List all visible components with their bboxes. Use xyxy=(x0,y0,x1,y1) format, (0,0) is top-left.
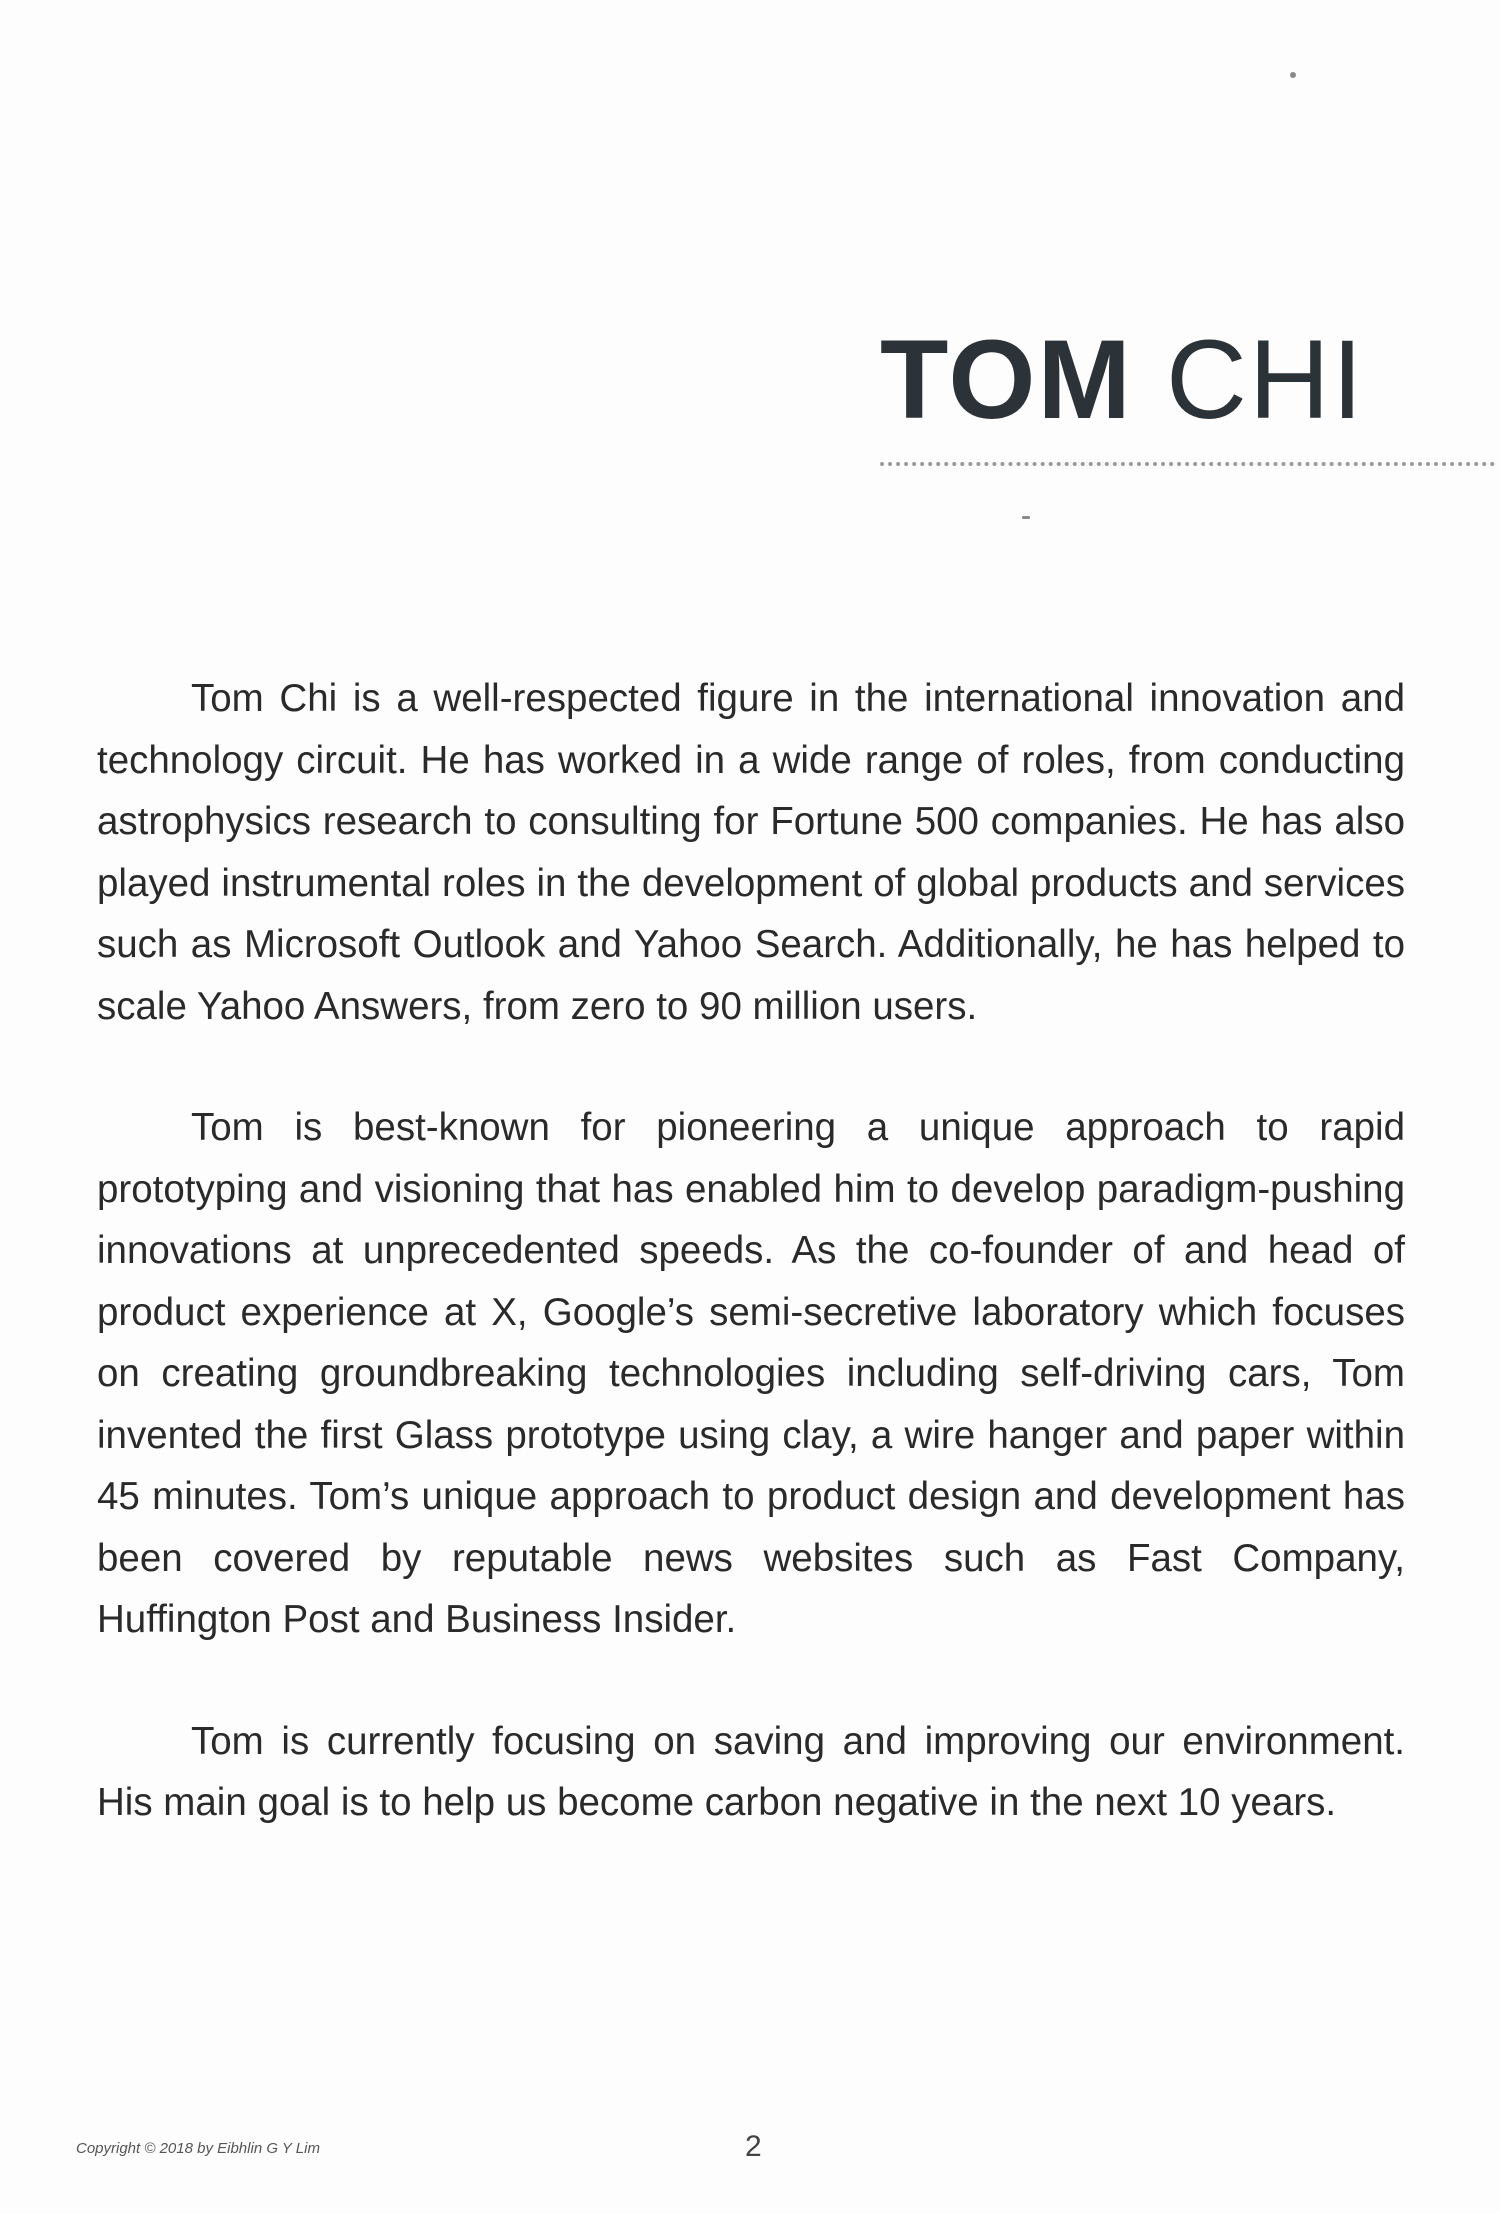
title-block xyxy=(880,317,1500,466)
footer-copyright: Copyright © 2018 by Eibhlin G Y Lim xyxy=(76,2140,320,2157)
page-number: 2 xyxy=(745,2130,762,2163)
scan-speck xyxy=(1022,516,1030,519)
paragraph-3: Tom is currently focusing on saving and improving our environment. His main goal is to help us become carbon negative in the next 10 years. xyxy=(97,1719,1405,1824)
title-dotted-rule xyxy=(880,462,1495,466)
page-title xyxy=(880,317,1500,442)
biography-body xyxy=(97,668,1405,1894)
paragraph-2: Tom is best-known for pioneering a unique approach to rapid prototyping and visioning that has enabled him to develop paradigm-pushing innovations at unprecedented speeds. As the co-founder of and head of product experience at X, Google’s semi-secretive laboratory which focuses on creating groundbreaking technologies including self-driving cars, Tom invented the first Glass prototype using clay, a wire hanger and paper within 45 minutes. Tom’s unique approach to product design and development has been covered by reputable news websites such as Fast Company, Huffington Post and Business Insider. xyxy=(97,1106,1405,1641)
title-last-name: CHI xyxy=(1165,317,1365,442)
title-first-name: TOM xyxy=(880,317,1133,442)
paragraph-1: Tom Chi is a well-respected figure in the international innovation and technology circuit. He has worked in a wide range of roles, from conducting astrophysics research to consulting for Fortune 500 companies. He has also played instrumental roles in the development of global products and services such as Microsoft Outlook and Yahoo Search. Additionally, he has helped to scale Yahoo Answers, from zero to 90 million users. xyxy=(97,677,1405,1028)
scan-speck xyxy=(1290,72,1296,78)
